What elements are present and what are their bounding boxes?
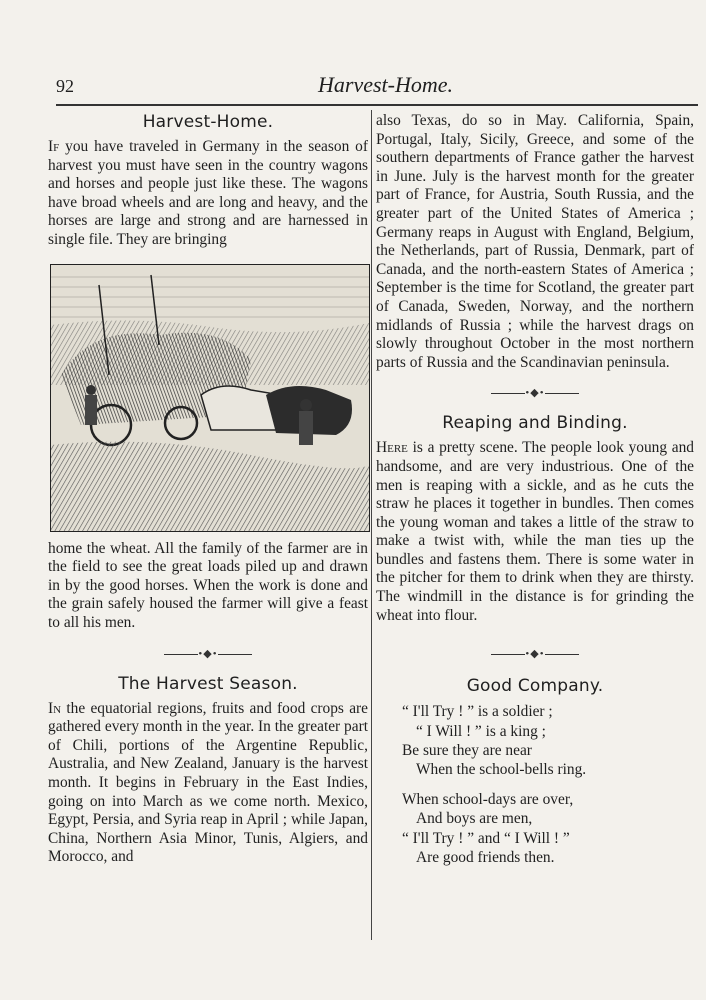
ornament-glyph: •◆• bbox=[525, 648, 545, 661]
poem-line: “ I Will ! ” is a king ; bbox=[416, 722, 546, 740]
header-rule bbox=[56, 104, 698, 106]
dropcap: Here bbox=[376, 439, 408, 457]
right-column bbox=[376, 112, 694, 878]
paragraph-text: is a pretty scene. The people look young and handsome, and are very industrious. One of the men is reaping with a sickle, and as he cuts the straw he places it together in bundles. Then comes the young woman and takes a little of the straw to make a twist with, while the man ties up the bundles and fastens them. There is some water in the pitcher for them to drink when they are thirsty. The windmill in the distance is for grinding the wheat into flour. bbox=[376, 439, 694, 624]
poem bbox=[376, 702, 694, 867]
running-title: Harvest-Home. bbox=[318, 72, 454, 97]
ornament-divider bbox=[48, 647, 368, 660]
article-title-reaping: Reaping and Binding. bbox=[442, 413, 628, 434]
poem-line: Are good friends then. bbox=[416, 849, 555, 867]
dropcap: In bbox=[48, 699, 62, 717]
paragraph-text: the equatorial regions, fruits and food crops are gathered every month in the year. In the greater part of Chili, portions of the Argentine Republic, Australia, and New Zealand, January is the harvest month. It begins in February in the East Indies, going on into March as we come north. Mexico, Egypt, Persia, and Syria reap in April ; while Japan, China, Northern Asia Minor, Tunis, Algiers, and Morocco, and bbox=[48, 699, 368, 866]
page-number: 92 bbox=[56, 76, 74, 96]
ornament-divider bbox=[376, 386, 694, 399]
poem-stanza bbox=[376, 790, 694, 868]
poem-line: Be sure they are near bbox=[402, 742, 532, 760]
reaping-paragraph bbox=[376, 439, 694, 625]
dropcap: If bbox=[48, 138, 60, 155]
left-column bbox=[48, 112, 368, 867]
harvest-wagon-illustration bbox=[50, 264, 370, 532]
ornament-glyph: •◆• bbox=[525, 387, 545, 400]
paragraph-text: you have traveled in Germany in the season of harvest you must have seen in the country wagons and horses and people just like these. The wagons have broad wheels and are long and heavy, and the horses are large and strong and are harnessed in single file. They are bringing bbox=[48, 138, 368, 248]
article-title-harvest-season: The Harvest Season. bbox=[118, 673, 298, 694]
harvest-season-paragraph bbox=[48, 700, 368, 867]
ornament-glyph: •◆• bbox=[198, 647, 218, 660]
poem-line: When school-days are over, bbox=[402, 790, 574, 808]
poem-line: “ I'll Try ! ” and “ I Will ! ” bbox=[402, 829, 570, 847]
page-header bbox=[56, 72, 696, 102]
harvest-season-continuation: also Texas, do so in May. California, Spain, Portugal, Italy, Sicily, Greece, and some of the southern departments of France gather the harvest in June. July is the harvest month for the greater part of France, for Austria, South Russia, and the greater part of the United States of America ; Germany reaps in August with England, Belgium, the Netherlands, part of Russia, Denmark, part of Canada, and the north-eastern States of America ; September is the time for Scotland, the greater part of Canada, Sweden, Norway, and the northern midlands of Russia ; while the harvest drags on slowly throughout October in the most northern parts of Russia and the Scandinavian peninsula. bbox=[376, 112, 694, 371]
harvest-home-paragraph-2: home the wheat. All the family of the farmer are in the field to see the great loads piled up and drawn in by the good horses. When the work is done and the grain safely housed the farmer will give a feast to all his men. bbox=[48, 539, 368, 631]
column-divider bbox=[371, 110, 372, 940]
poem-line: And boys are men, bbox=[416, 810, 533, 828]
poem-line: “ I'll Try ! ” is a soldier ; bbox=[402, 703, 553, 721]
article-title-harvest-home: Harvest-Home. bbox=[142, 112, 274, 132]
ornament-divider bbox=[376, 647, 694, 660]
poem-title-good-company: Good Company. bbox=[466, 676, 604, 697]
poem-stanza bbox=[376, 702, 694, 780]
poem-line: When the school-bells ring. bbox=[416, 761, 587, 779]
harvest-home-paragraph-1 bbox=[48, 138, 368, 250]
engraving-graphic bbox=[51, 265, 369, 531]
